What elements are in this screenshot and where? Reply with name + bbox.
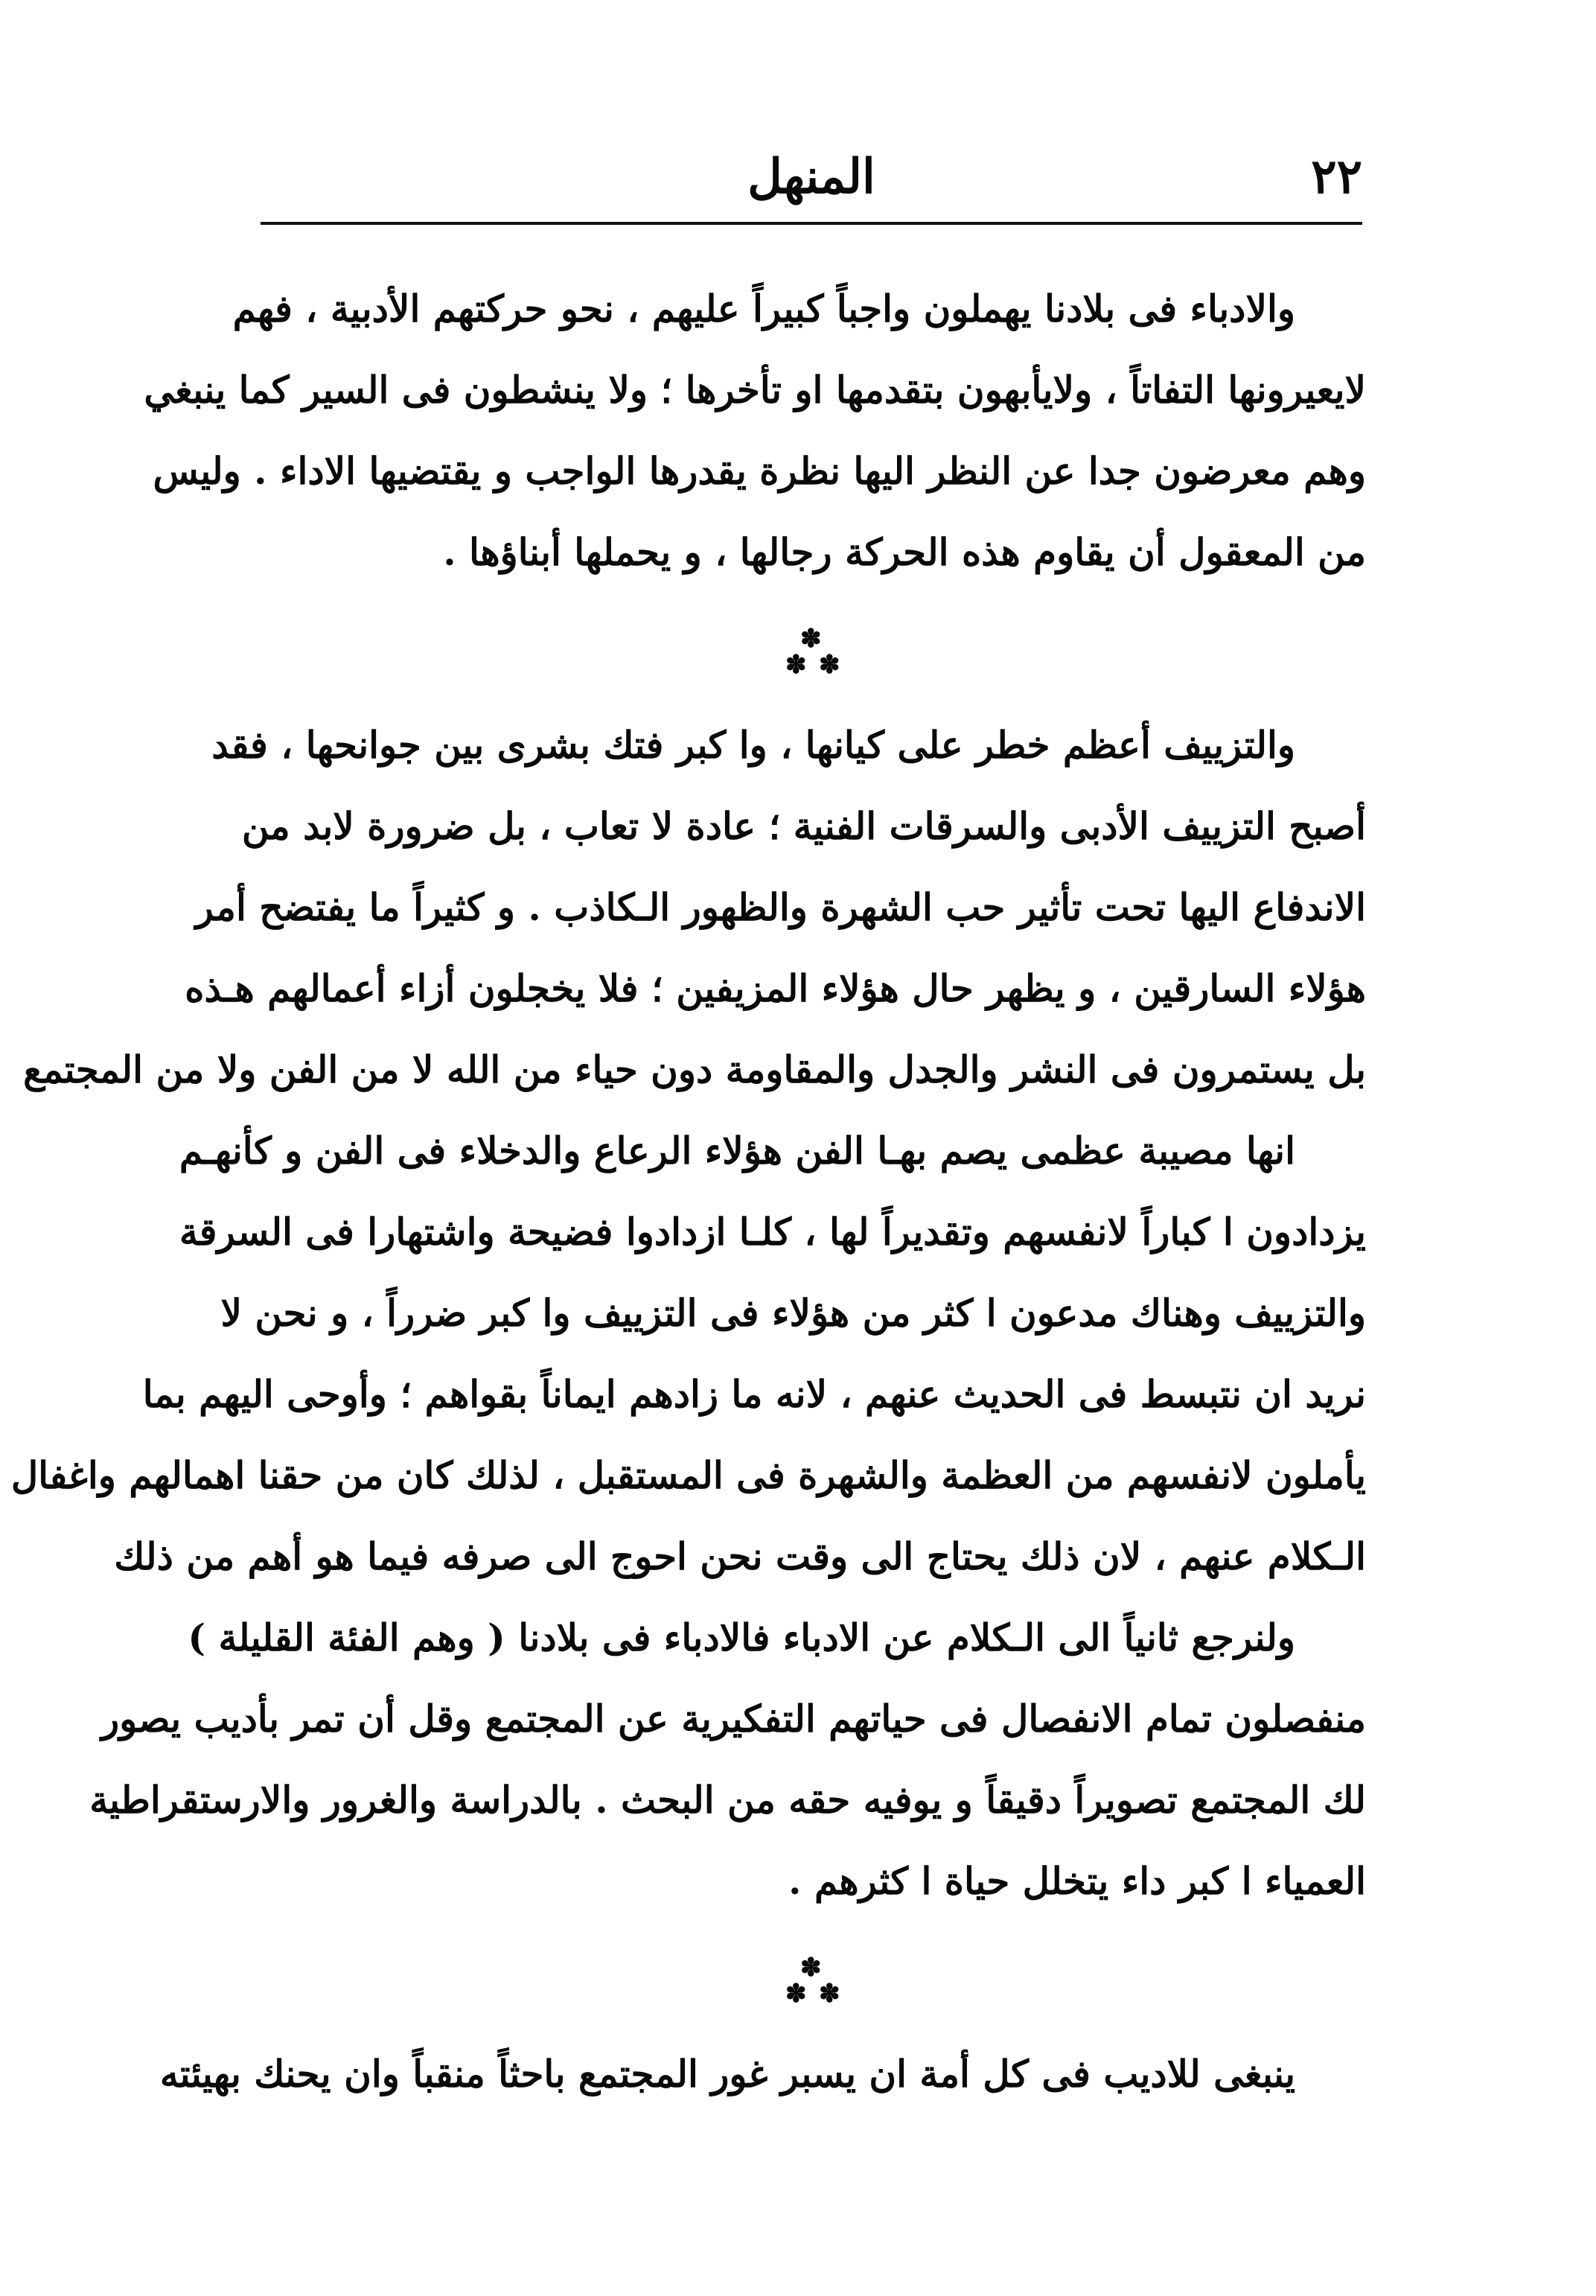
text-line: وهم معرضون جدا عن النظر اليها نظرة يقدرها الواجب و يقتضيها الاداء . وليس — [153, 449, 1366, 493]
text-line: العمياء ا كبر داء يتخلل حياة ا كثرهم . — [788, 1859, 1366, 1903]
section-separator — [264, 1922, 1366, 2033]
asterism-star-icon: ✽ — [785, 1979, 807, 2009]
text-line: ينبغى للاديب فى كل أمة ان يسبر غور المجتمع باحثاً منقباً وان يحنك بهيئته — [159, 2052, 1295, 2096]
asterism-star-icon: ✽ — [800, 624, 822, 654]
text-line: من المعقول أن يقاوم هذه الحركة رجالها ، و يحملها أبناؤها . — [443, 530, 1366, 574]
page-header — [261, 141, 1362, 223]
text-line: والتزييف وهناك مدعون ا كثر من هؤلاء فى التزييف وا كبر ضرراً ، و نحن لا — [220, 1291, 1366, 1335]
body-text — [10, 268, 1366, 2114]
paragraph-5 — [159, 2033, 1366, 2114]
asterism-star-icon: ✽ — [800, 1953, 822, 1983]
text-line: بل يستمرون فى النشر والجدل والمقاومة دون حياء من الله لا من الفن ولا من المجتمع — [23, 1047, 1366, 1091]
text-line: يزدادون ا كباراً لانفسهم وتقديراً لها ، كلـا ازدادوا فضيحة واشتهارا فى السرقة — [179, 1210, 1366, 1254]
header-rule — [261, 222, 1362, 225]
text-line: منفصلون تمام الانفصال فى حياتهم التفكيرية عن المجتمع وقل أن تمر بأديب يصور — [100, 1697, 1366, 1741]
asterism-star-icon: ✽ — [785, 650, 807, 680]
paragraph-3 — [10, 1110, 1366, 1597]
text-line: يأملون لانفسهم من العظمة والشهرة فى المستقبل ، لذلك كان من حقنا اهمالهم واغفال — [10, 1453, 1366, 1497]
text-line: ولنرجع ثانياً الى الـكلام عن الادباء فالادباء فى بلادنا ( وهم الفئة القليلة ) — [188, 1616, 1295, 1659]
text-line: نريد ان نتبسط فى الحديث عنهم ، لانه ما زادهم ايماناً بقواهم ؛ وأوحى اليهم بما — [142, 1372, 1366, 1416]
text-line: الاندفاع اليها تحت تأثير حب الشهرة والظهور الـكاذب . و كثيراً ما يفتضح أمر — [195, 885, 1366, 929]
paragraph-4 — [89, 1597, 1366, 1922]
text-line: لك المجتمع تصويراً دقيقاً و يوفيه حقه من البحث . بالدراسة والغرور والارستقراطية — [89, 1778, 1366, 1822]
text-line: لايعيرونها التفاتاً ، ولايأبهون بتقدمها او تأخرها ؛ ولا ينشطون فى السير كما ينبغي — [144, 368, 1366, 412]
section-separator — [264, 593, 1366, 704]
text-line: أصبح التزييف الأدبى والسرقات الفنية ؛ عادة لا تعاب ، بل ضرورة لابد من — [241, 804, 1366, 848]
text-line: هؤلاء السارقين ، و يظهر حال هؤلاء المزيفين ؛ فلا يخجلون أزاء أعمالهم هـذه — [185, 966, 1366, 1010]
text-line: الـكلام عنهم ، لان ذلك يحتاج الى وقت نحن احوج الى صرفه فيما هو أهم من ذلك — [114, 1534, 1366, 1578]
paragraph-1 — [144, 268, 1366, 593]
page-number: ٢٢ — [1311, 149, 1362, 205]
asterism-star-icon: ✽ — [819, 1979, 840, 2009]
text-line: انها مصيبة عظمى يصم بهـا الفن هؤلاء الرعاع والدخلاء فى الفن و كأنهـم — [179, 1129, 1295, 1173]
text-line: والادباء فى بلادنا يهملون واجباً كبيراً عليهم ، نحو حركتهم الأدبية ، فهم — [232, 287, 1295, 331]
running-title: المنهل — [747, 149, 875, 205]
paragraph-2 — [23, 704, 1366, 1110]
text-line: والتزييف أعظم خطر على كيانها ، وا كبر فتك بشرى بين جوانحها ، فقد — [211, 723, 1295, 767]
asterism-star-icon: ✽ — [819, 650, 840, 680]
